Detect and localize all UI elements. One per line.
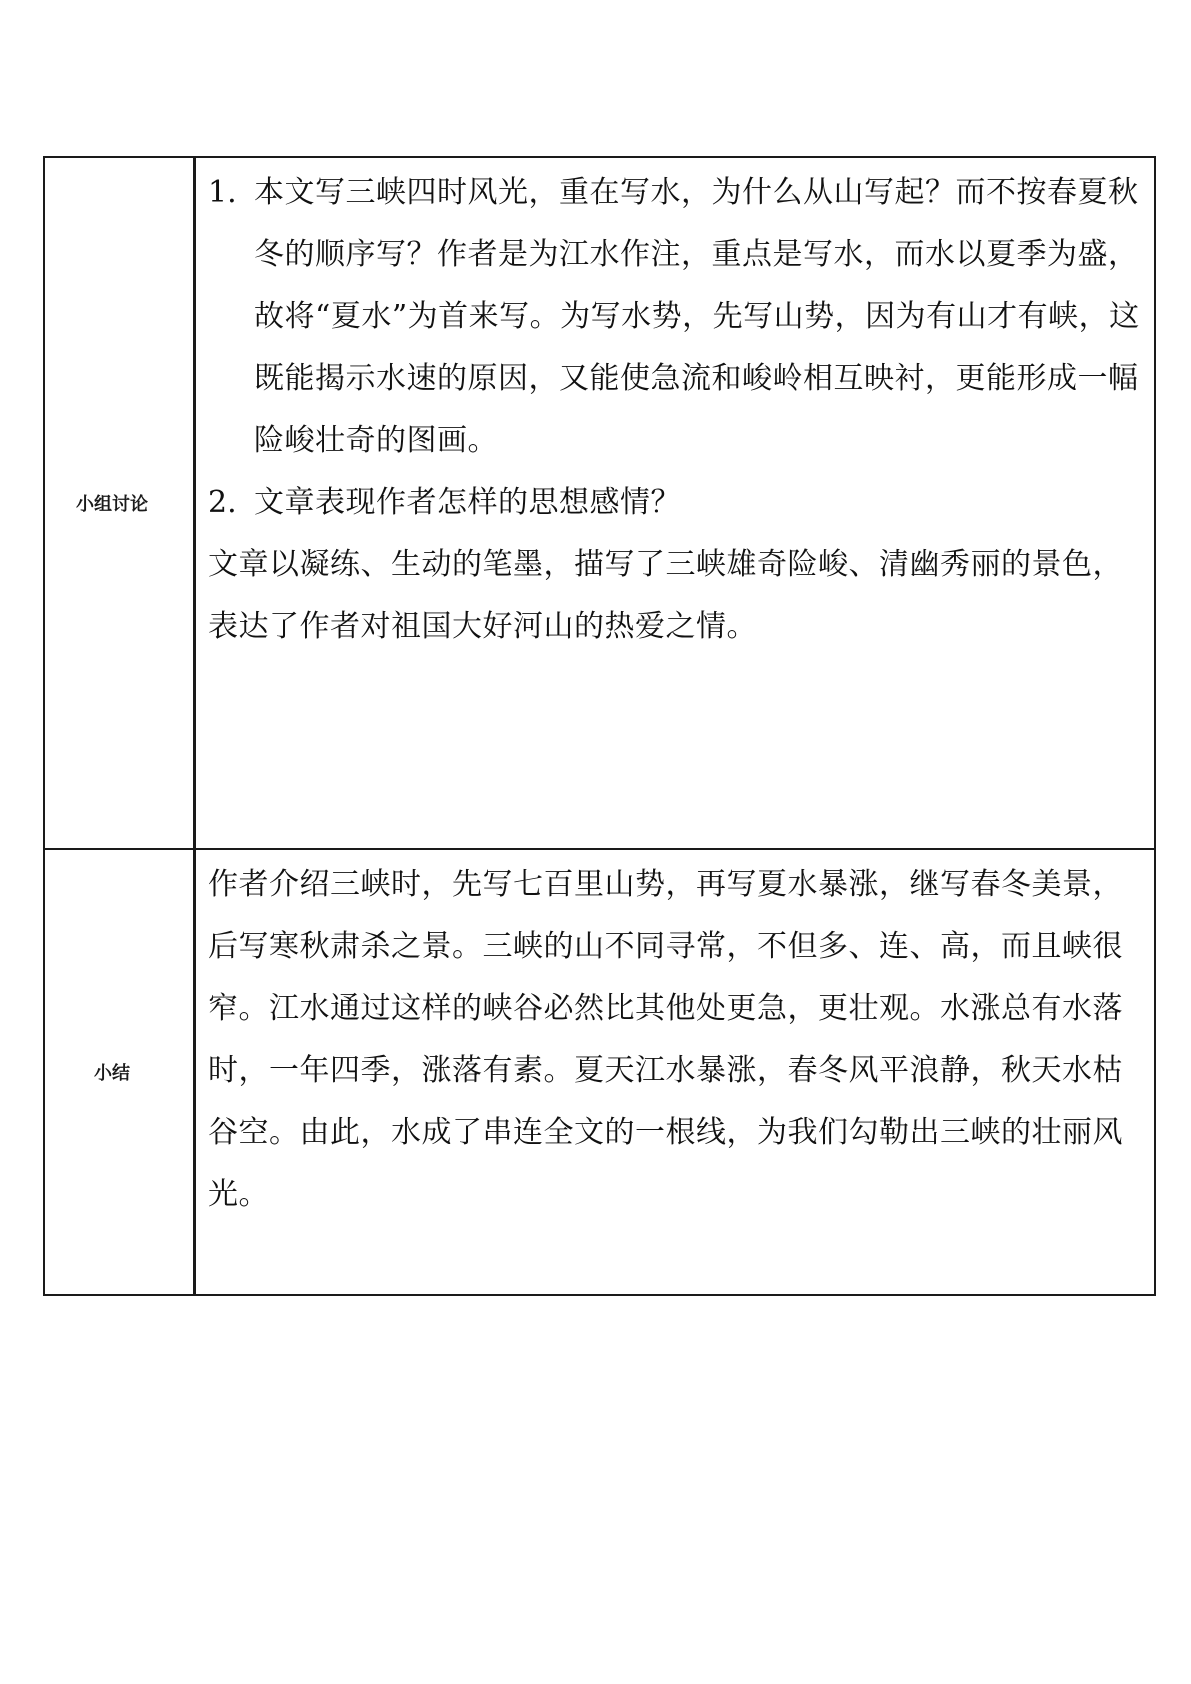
table-row-group-discussion [44,157,1155,849]
question-text: 文章表现作者怎样的思想感情？ [254,485,681,520]
discussion-answer: 文章以凝练、生动的笔墨，描写了三峡雄奇险峻、清幽秀丽的景色，表达了作者对祖国大好河山的热爱之情。 [208,547,1123,644]
summary-text: 作者介绍三峡时，先写七百里山势，再写夏水暴涨，继写春冬美景，后写寒秋肃杀之景。三峡的山不同寻常，不但多、连、高，而且峡很窄。江水通过这样的峡谷必然比其他处更急，更壮观。水涨总有水落时，一年四季，涨落有素。夏天江水暴涨，春冬风平浪静，秋天水枯谷空。由此，水成了串连全文的一根线，为我们勾勒出三峡的壮丽风光。 [208,867,1123,1212]
row-label-summary: 小结 [94,1063,130,1084]
lesson-table [43,156,1156,1296]
discussion-question-2 [208,472,1144,534]
discussion-question-1 [208,162,1144,472]
row-label-group-discussion: 小组讨论 [76,494,148,515]
question-text: 本文写三峡四时风光，重在写水，为什么从山写起？而不按春夏秋冬的顺序写？作者是为江水作注，重点是写水，而水以夏季为盛，故将“夏水”为首来写。为写水势，先写山势，因为有山才有峡，这既能揭示水速的原因，又能使急流和峻岭相互映衬，更能形成一幅险峻壮奇的图画。 [254,175,1140,458]
row-label-cell [44,157,195,849]
list-number: 2. [208,485,237,520]
list-number: 1. [208,175,237,210]
discussion-content-cell [195,157,1156,849]
summary-content-cell [195,849,1156,1295]
row-label-cell [44,849,195,1295]
table-row-summary [44,849,1155,1295]
